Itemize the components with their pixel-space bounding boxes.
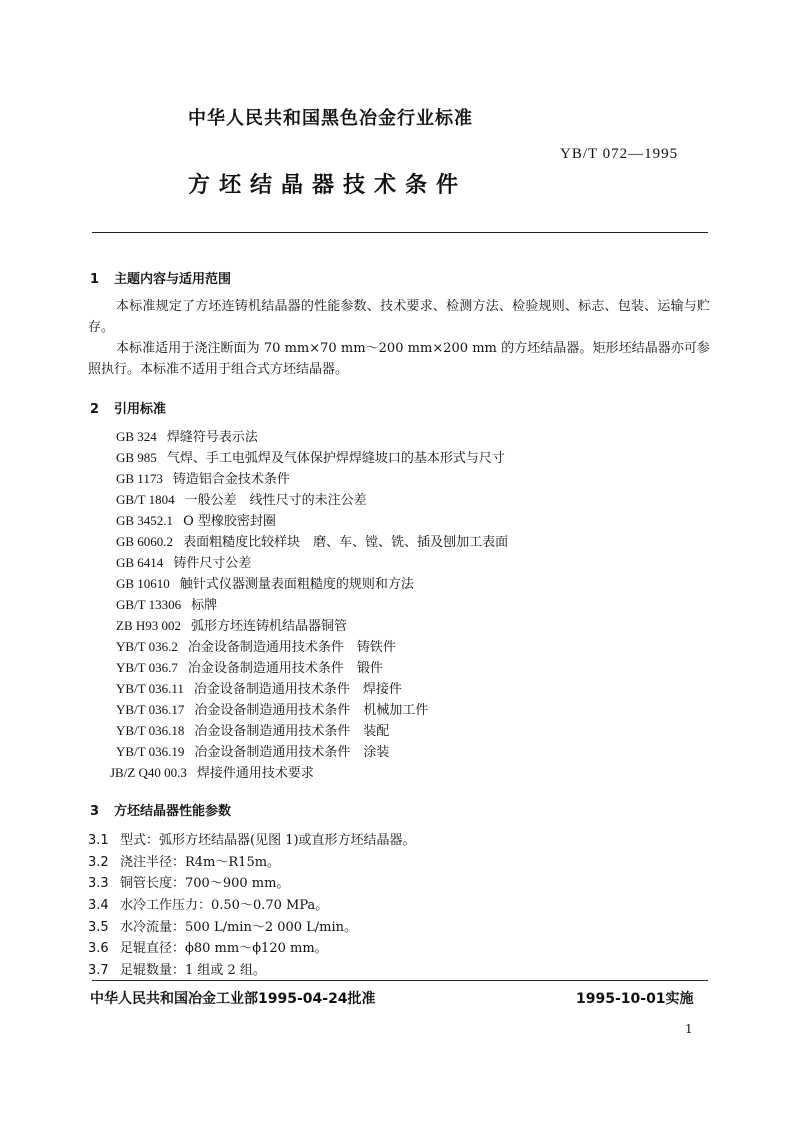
clause-text: 足辊数量：1 组或 2 组。: [120, 963, 266, 979]
reference-title: 焊缝符号表示法: [166, 430, 258, 445]
reference-code: GB/T 1804: [116, 492, 175, 507]
reference-code: YB/T 036.7: [116, 660, 178, 675]
reference-item: [116, 741, 508, 762]
reference-title: 冶金设备制造通用技术条件 机械加工件: [194, 703, 429, 718]
approval-statement: 中华人民共和国冶金工业部1995-04-24批准: [90, 991, 376, 1007]
reference-title: 冶金设备制造通用技术条件 装配: [194, 724, 390, 739]
clause-number: 3.1: [88, 833, 109, 848]
reference-item: [116, 615, 508, 636]
reference-title: 一般公差 线性尺寸的未注公差: [184, 493, 367, 508]
reference-title: 冶金设备制造通用技术条件 铸铁件: [187, 640, 396, 655]
scope-paragraph: 本标准适用于浇注断面为 70 mm×70 mm～200 mm×200 mm 的方坯结晶器。矩形坯结晶器亦可参照执行。本标准不适用于组合式方坯结晶器。: [88, 341, 710, 377]
reference-title: 触针式仪器测量表面粗糙度的规则和方法: [179, 577, 414, 592]
clause-number: 3.5: [88, 919, 109, 935]
reference-title: O 型橡胶密封圈: [183, 514, 276, 529]
reference-title: 焊接件通用技术要求: [196, 766, 314, 781]
section-2-heading: [90, 398, 166, 417]
clause-text: 水冷流量：500 L/min～2 000 L/min。: [120, 919, 358, 935]
parameter-item: [88, 960, 416, 982]
reference-code: GB 324: [116, 429, 157, 444]
reference-code: ZB H93 002: [116, 618, 181, 633]
clause-number: 3.2: [88, 854, 109, 870]
reference-code: YB/T 036.11: [116, 681, 184, 696]
scope-text: [88, 296, 710, 380]
clause-number: 3.6: [88, 941, 109, 957]
reference-code: YB/T 036.18: [116, 723, 185, 738]
reference-code: YB/T 036.17: [116, 702, 185, 717]
section-number: 2: [90, 402, 100, 417]
clause-text: 型式：弧形方坯结晶器(见图 1)或直形方坯结晶器。: [120, 833, 416, 848]
parameter-item: [88, 917, 416, 939]
reference-code: GB 985: [116, 450, 157, 465]
footer-divider: [92, 980, 708, 981]
reference-code: YB/T 036.2: [116, 639, 178, 654]
implementation-date: 1995-10-01实施: [576, 991, 694, 1007]
reference-title: 弧形方坯连铸机结晶器铜管: [191, 619, 348, 634]
clause-number: 3.7: [88, 963, 109, 979]
section-title: 主题内容与适用范围: [114, 272, 232, 287]
reference-item: [116, 594, 508, 615]
parameter-item: [88, 895, 416, 917]
clause-text: 足辊直径：ϕ80 mm～ϕ120 mm。: [120, 941, 328, 957]
reference-title: 铸件尺寸公差: [173, 556, 252, 571]
reference-title: 冶金设备制造通用技术条件 涂装: [194, 745, 390, 760]
reference-list: [110, 426, 509, 783]
document-title: 方坯结晶器技术条件: [188, 173, 468, 198]
reference-code: GB 10610: [116, 576, 170, 591]
section-1-heading: [90, 268, 231, 287]
reference-title: 表面粗糙度比较样块 磨、车、镗、铣、插及刨加工表面: [183, 535, 509, 550]
scope-paragraph: 本标准规定了方坯连铸机结晶器的性能参数、技术要求、检测方法、检验规则、标志、包装、运输与贮存。: [88, 299, 710, 335]
reference-item: [116, 468, 508, 489]
reference-code: GB/T 13306: [116, 597, 182, 612]
reference-item: [116, 489, 508, 510]
reference-code: JB/Z Q40 00.3: [110, 765, 187, 780]
reference-item: [116, 720, 508, 741]
clause-text: 铜管长度：700～900 mm。: [120, 876, 290, 892]
section-3-heading: [90, 800, 231, 819]
reference-item: [116, 531, 508, 552]
parameter-list: [88, 830, 416, 982]
reference-title: 冶金设备制造通用技术条件 焊接件: [193, 682, 402, 697]
reference-title: 铸造铝合金技术条件: [172, 472, 290, 487]
clause-text: 浇注半径：R4m～R15m。: [120, 854, 281, 870]
reference-item: [116, 552, 508, 573]
section-title: 方坯结晶器性能参数: [114, 804, 232, 819]
reference-code: YB/T 036.19: [116, 744, 185, 759]
standard-category-title: 中华人民共和国黑色冶金行业标准: [188, 108, 473, 129]
section-number: 1: [90, 272, 100, 287]
parameter-item: [88, 938, 416, 960]
reference-item: [116, 573, 508, 594]
reference-title: 冶金设备制造通用技术条件 锻件: [187, 661, 383, 676]
reference-item: [116, 636, 508, 657]
clause-number: 3.3: [88, 876, 109, 892]
reference-item: [116, 678, 508, 699]
reference-item: [110, 762, 508, 783]
reference-item: [116, 447, 508, 468]
reference-title: 标牌: [191, 598, 218, 613]
clause-text: 水冷工作压力：0.50～0.70 MPa。: [120, 898, 329, 914]
clause-number: 3.4: [88, 898, 109, 914]
section-title: 引用标准: [114, 402, 167, 417]
parameter-item: [88, 873, 416, 895]
reference-title: 气焊、手工电弧焊及气体保护焊焊缝坡口的基本形式与尺寸: [166, 451, 505, 466]
page-number: 1: [685, 1022, 693, 1036]
reference-item: [116, 426, 508, 447]
reference-item: [116, 510, 508, 531]
header-divider: [92, 232, 708, 233]
reference-code: GB 3452.1: [116, 513, 174, 528]
section-number: 3: [90, 804, 100, 819]
parameter-item: [88, 830, 416, 852]
reference-item: [116, 699, 508, 720]
reference-code: GB 1173: [116, 471, 163, 486]
standard-code: YB/T 072—1995: [560, 146, 679, 162]
parameter-item: [88, 852, 416, 874]
reference-code: GB 6414: [116, 555, 164, 570]
reference-code: GB 6060.2: [116, 534, 174, 549]
reference-item: [116, 657, 508, 678]
